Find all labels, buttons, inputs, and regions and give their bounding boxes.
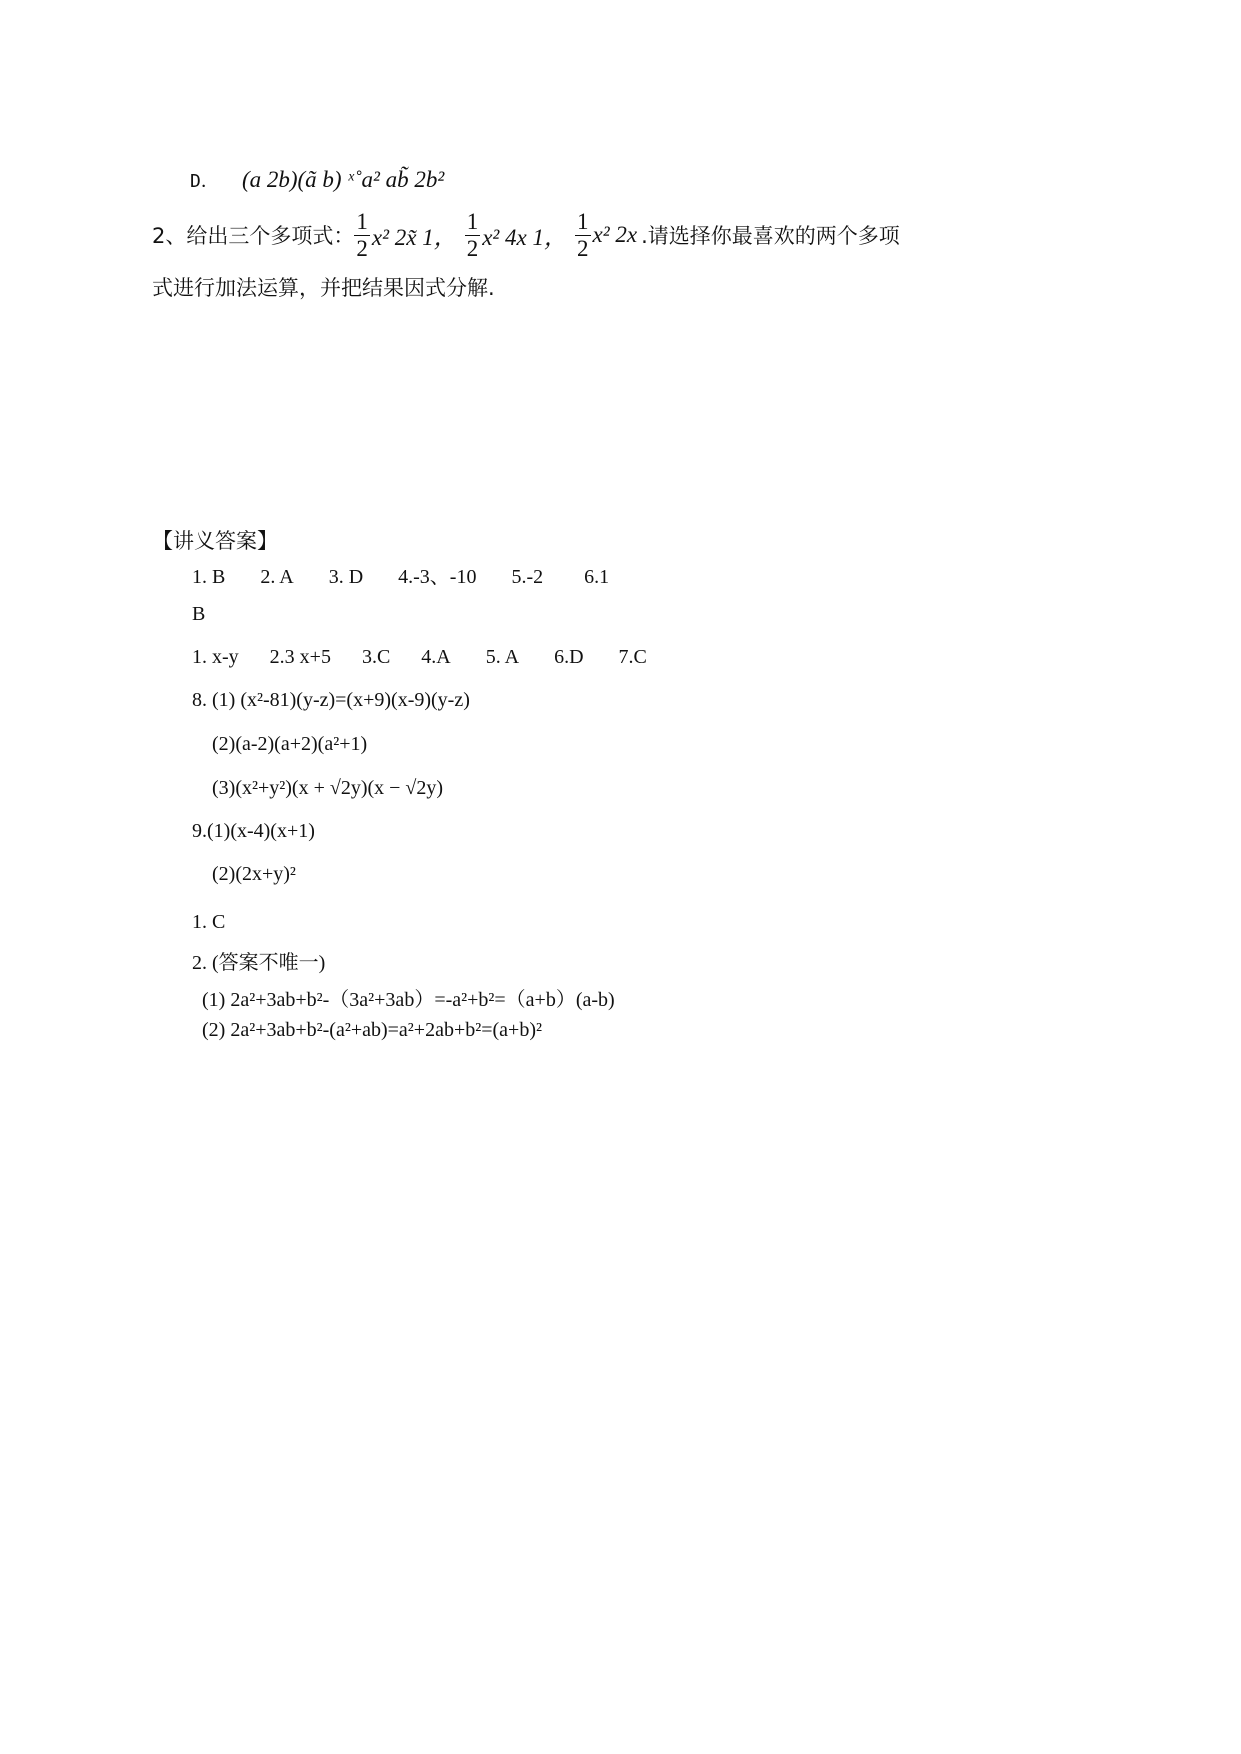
final-answer-2: 2. (答案不唯一): [192, 952, 326, 974]
answers-heading: 【讲义答案】: [152, 529, 278, 553]
fraction-half-1: $\frac{1}{2}$: [356, 208, 368, 261]
answer-item: 5. A: [485, 646, 520, 668]
final-answer-2-part-1: (1) 2a²+3ab+b²-（3a²+3ab）=-a²+b²=（a+b）(a-b): [202, 989, 615, 1011]
polynomial-3: x² 2x: [592, 222, 638, 247]
answer-item: 6.1: [584, 566, 610, 588]
answer-8-1: 8. (1) (x²-81)(y-z)=(x+9)(x-9)(y-z): [192, 689, 470, 711]
polynomial-2: x² 4x 1，: [482, 224, 567, 250]
answer-item: 2.3 x+5: [269, 646, 331, 668]
answer-item: 3. D: [328, 566, 364, 588]
answer-item: 1. B: [192, 566, 226, 588]
polynomial-1: x² 2x̃ 1，: [371, 224, 457, 250]
answer-item: 5.-2: [511, 566, 544, 588]
answer-8-2: (2)(a-2)(a+2)(a²+1): [212, 733, 368, 755]
problem-2-tail: .请选择你最喜欢的两个多项: [641, 224, 900, 248]
problem-2-line-1: [152, 207, 900, 263]
answer-item: 3.C: [361, 646, 391, 668]
answer-item: 4.-3、-10: [398, 566, 477, 588]
answer-item: 6.D: [554, 646, 584, 668]
option-d-line: [190, 167, 444, 193]
answer-item: 7.C: [618, 646, 647, 668]
answer-item: 2. A: [260, 566, 294, 588]
final-answer-2-part-2: (2) 2a²+3ab+b²-(a²+ab)=a²+2ab+b²=(a+b)²: [202, 1019, 542, 1041]
answers-row-3: [192, 646, 647, 669]
answer-8-3: (3)(x²+y²)(x + √2y)(x − √2y): [212, 777, 444, 799]
answer-9-2: (2)(2x+y)²: [212, 863, 296, 885]
answers-row-2: B: [192, 603, 206, 625]
fraction-half-3: $\frac{1}{2}$: [577, 208, 589, 261]
answer-item: 4.A: [421, 646, 451, 668]
final-answer-1: 1. C: [192, 911, 226, 933]
answer-item: 1. x-y: [192, 646, 239, 668]
option-d-label: D．: [190, 171, 219, 192]
problem-2-intro: 2、给出三个多项式：: [152, 224, 355, 248]
answers-row-1: [192, 560, 609, 589]
option-d-expression: (a 2b)(ã b) ˣ˚a² ab̃ 2b²: [241, 167, 445, 192]
answer-9-1: 9.(1)(x-4)(x+1): [192, 820, 315, 842]
fraction-half-2: $\frac{1}{2}$: [466, 208, 479, 261]
problem-2-line-2: 式进行加法运算，并把结果因式分解.: [152, 276, 495, 300]
